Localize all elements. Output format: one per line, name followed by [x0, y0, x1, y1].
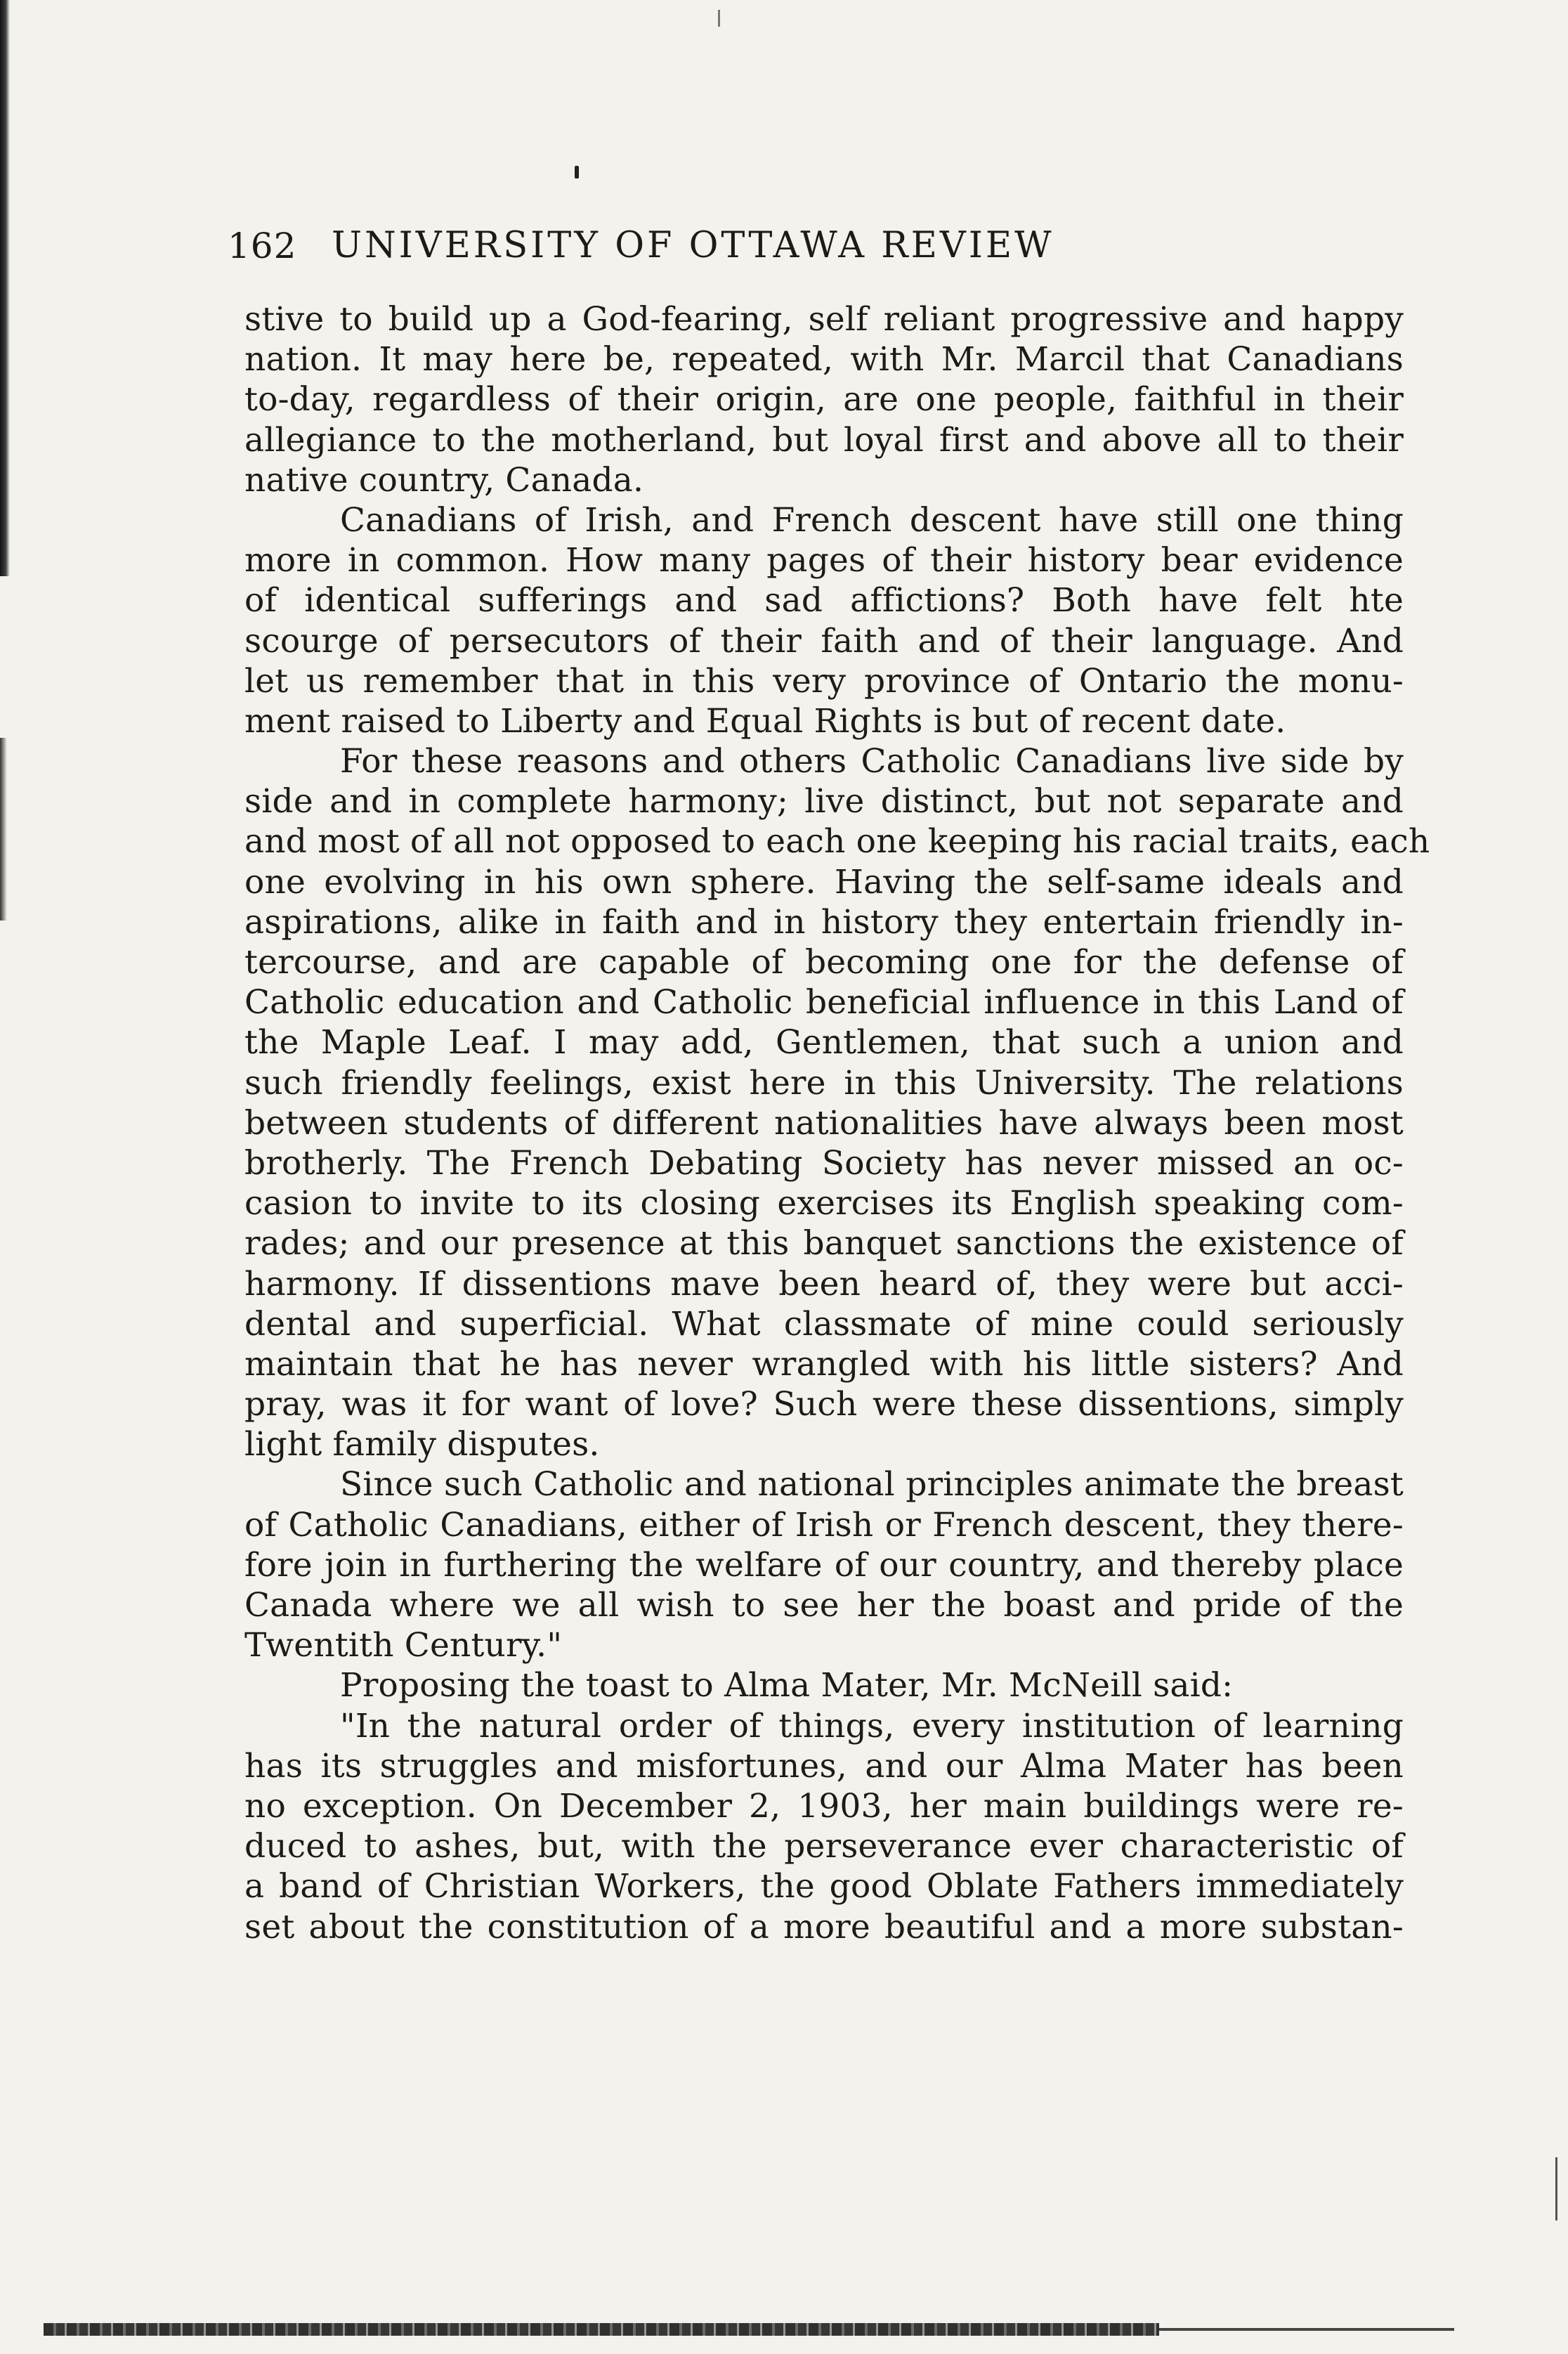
text-line: no exception. On December 2, 1903, her main buildings were re-: [244, 1786, 1404, 1826]
scan-speck: [1555, 2157, 1557, 2220]
text-line: brotherly. The French Debating Society has never missed an oc-: [244, 1143, 1404, 1183]
text-line: of Catholic Canadians, either of Irish or French descent, they there-: [244, 1505, 1404, 1545]
text-line: one evolving in his own sphere. Having the self-same ideals and: [244, 862, 1404, 902]
text-line: duced to ashes, but, with the perseverance ever characteristic of: [244, 1827, 1404, 1866]
binding-edge: [0, 0, 10, 576]
text-line: Canada where we all wish to see her the boast and pride of the: [244, 1586, 1404, 1625]
text-line: between students of different nationalities have always been most: [244, 1103, 1404, 1143]
text-line: a band of Christian Workers, the good Oblate Fathers immediately: [244, 1867, 1404, 1906]
text-line: allegiance to the motherland, but loyal first and above all to their: [244, 420, 1404, 460]
scan-speck: [575, 166, 579, 178]
text-line: rades; and our presence at this banquet sanctions the existence of: [244, 1224, 1404, 1263]
text-line: harmony. If dissentions mave been heard of, they were but acci-: [244, 1264, 1404, 1303]
text-line: more in common. How many pages of their history bear evidence: [244, 541, 1404, 580]
text-line: the Maple Leaf. I may add, Gentlemen, that such a union and: [244, 1023, 1404, 1062]
text-line: Since such Catholic and national principles animate the breast: [340, 1465, 1404, 1504]
text-line: side and in complete harmony; live distinct, but not separate and: [244, 782, 1404, 821]
scan-speck: [718, 10, 720, 27]
text-line: pray, was it for want of love? Such were these dissentions, simply: [244, 1385, 1404, 1424]
page-header: [228, 219, 1408, 275]
text-line: ment raised to Liberty and Equal Rights is but of recent date.: [244, 701, 1286, 741]
text-line: "In the natural order of things, every institution of learning: [340, 1706, 1404, 1745]
text-line: maintain that he has never wrangled with his little sisters? And: [244, 1344, 1404, 1384]
text-line: casion to invite to its closing exercises its English speaking com-: [244, 1184, 1404, 1223]
text-line: stive to build up a God-fearing, self reliant progressive and happy: [244, 300, 1404, 339]
text-line: dental and superficial. What classmate of mine could seriously: [244, 1304, 1404, 1344]
text-line: aspirations, alike in faith and in history they entertain friendly in-: [244, 902, 1404, 942]
text-line: For these reasons and others Catholic Canadians live side by: [340, 742, 1404, 781]
page-number: 162: [228, 226, 297, 266]
text-line: to-day, regardless of their origin, are one people, faithful in their: [244, 380, 1404, 420]
text-line: fore join in furthering the welfare of our country, and thereby place: [244, 1545, 1404, 1585]
scan-border-rule: [1159, 2328, 1454, 2331]
text-line: tercourse, and are capable of becoming one for the defense of: [244, 943, 1404, 982]
text-line: Catholic education and Catholic beneficial influence in this Land of: [244, 983, 1404, 1022]
running-head: UNIVERSITY OF OTTAWA REVIEW: [332, 225, 1054, 266]
text-line: of identical sufferings and sad affictions? Both have felt hte: [244, 581, 1404, 620]
binding-edge-shadow: [0, 738, 7, 921]
scan-border-strip: [44, 2323, 1159, 2336]
text-line: nation. It may here be, repeated, with Mr. Marcil that Canadians: [244, 340, 1404, 379]
text-line: and most of all not opposed to each one keeping his racial traits, each: [244, 822, 1430, 861]
text-line: Twentith Century.": [244, 1626, 563, 1665]
text-line: has its struggles and misfortunes, and our Alma Mater has been: [244, 1746, 1404, 1786]
text-line: Proposing the toast to Alma Mater, Mr. McNeill said:: [340, 1666, 1234, 1705]
text-line: let us remember that in this very province of Ontario the monu-: [244, 661, 1404, 701]
text-line: light family disputes.: [244, 1425, 600, 1464]
text-line: such friendly feelings, exist here in this University. The relations: [244, 1063, 1404, 1103]
text-line: set about the constitution of a more beautiful and a more substan-: [244, 1907, 1404, 1946]
text-line: scourge of persecutors of their faith and of their language. And: [244, 621, 1404, 661]
body-text: [244, 299, 1430, 1947]
text-line: native country, Canada.: [244, 460, 644, 500]
text-line: Canadians of Irish, and French descent have still one thing: [340, 500, 1404, 540]
